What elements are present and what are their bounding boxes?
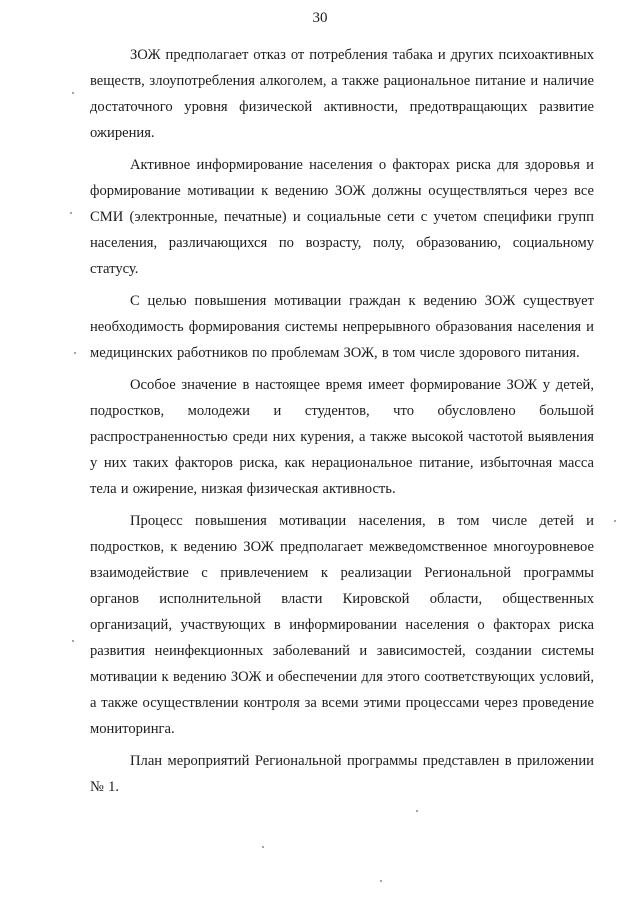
scan-speck — [380, 880, 382, 882]
scan-speck — [72, 640, 74, 642]
paragraph-continuous-education: С целью повышения мотивации граждан к ведению ЗОЖ существует необходимость формирования системы непрерывного образования населения и медицинских работников по проблемам ЗОЖ, в том числе здорового питания. — [90, 293, 594, 361]
document-body — [90, 42, 594, 806]
paragraph-interagency-cooperation: Процесс повышения мотивации населения, в том числе детей и подростков, к ведению ЗОЖ предполагает межведомственное многоуровневое взаимодействие с привлечением к реализации Региональной программы органов исполнительной власти Кировской области, общественных организаций, участвующих в информировании населения о факторах риска развития неинфекционных заболеваний и зависимостей, создании системы мотивации к ведению ЗОЖ и обеспечении для этого соответствующих условий, а также осуществлении контроля за всеми этими процессами через проведение мониторинга. — [90, 513, 594, 737]
page-number: 30 — [312, 10, 328, 26]
paragraph-youth-focus: Особое значение в настоящее время имеет формирование ЗОЖ у детей, подростков, молодежи и студентов, что обусловлено большой распространенностью среди них курения, а также высокой частотой выявления у них таких факторов риска, как нерациональное питание, избыточная масса тела и ожирение, низкая физическая активность. — [90, 377, 594, 497]
scan-speck — [74, 352, 76, 354]
paragraph-risk-information: Активное информирование населения о факторах риска для здоровья и формирование мотивации к ведению ЗОЖ должны осуществляться через все СМИ (электронные, печатные) и социальные сети с учетом специфики групп населения, различающихся по возрасту, полу, образованию, социальному статусу. — [90, 157, 594, 277]
scan-speck — [72, 92, 74, 94]
scan-speck — [614, 520, 616, 522]
scan-speck — [70, 212, 72, 214]
scan-speck — [416, 810, 418, 812]
paragraph-healthy-lifestyle-definition: ЗОЖ предполагает отказ от потребления табака и других психоактивных веществ, злоупотребления алкоголем, а также рациональное питание и наличие достаточного уровня физической активности, предотвращающих развитие ожирения. — [90, 47, 594, 141]
paragraph-action-plan-reference: План мероприятий Региональной программы представлен в приложении № 1. — [90, 753, 594, 795]
scan-speck — [262, 846, 264, 848]
